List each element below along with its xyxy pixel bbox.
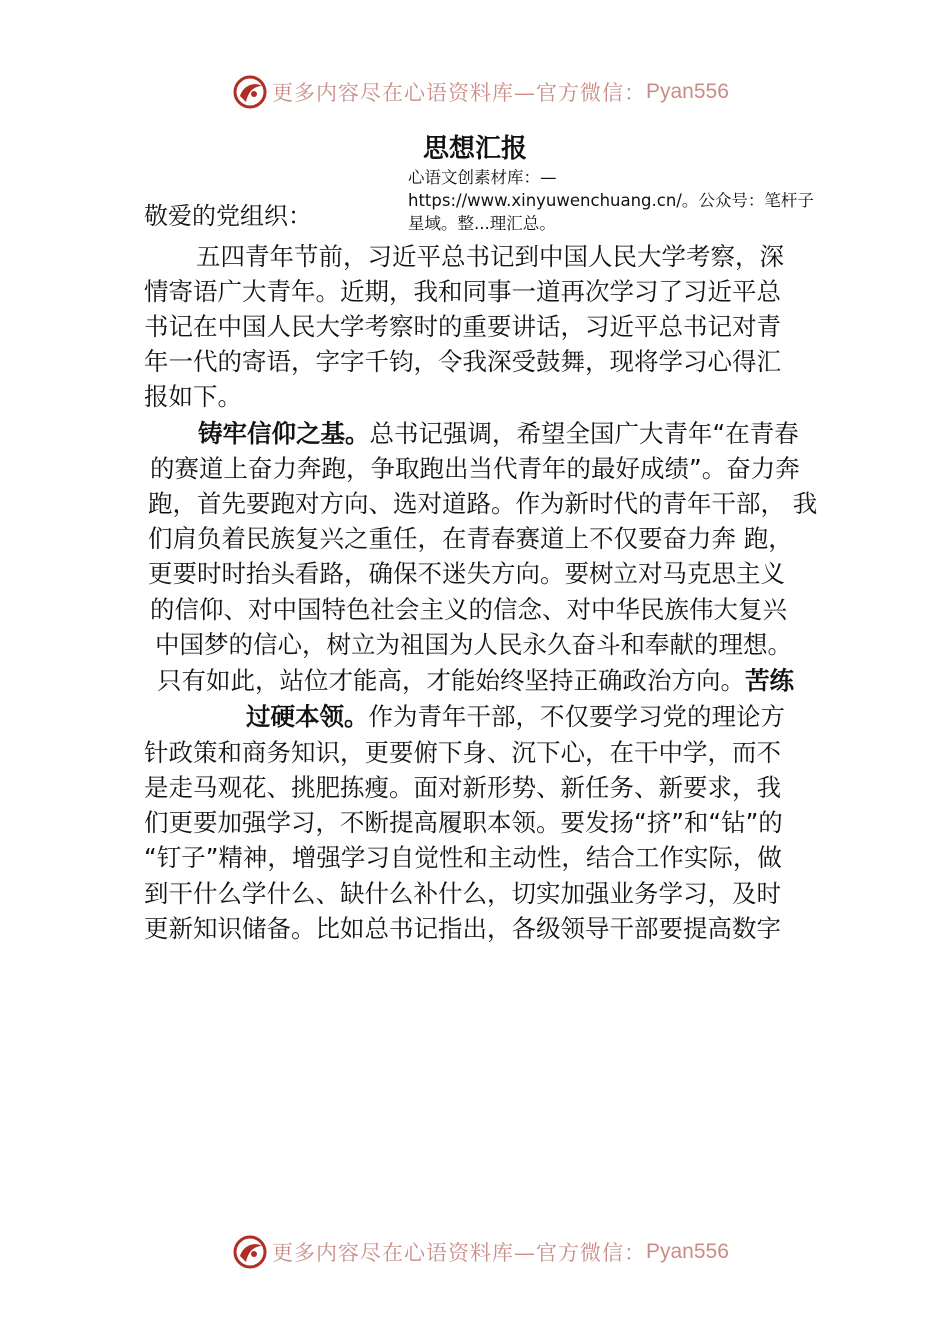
banner-wechat-id: Pyan556: [646, 1240, 729, 1263]
source-note: 心语文创素材库：—https://www.xinyuwenchuang.cn/。公众号：笔杆子星域。整...理汇总。: [408, 168, 814, 233]
watermark-banner-top: [232, 72, 729, 112]
brand-logo-icon: [232, 1234, 268, 1270]
body-line: [198, 417, 799, 451]
body-line: 情寄语广大青年。近期，我和同事一道再次学习了习近平总: [144, 277, 781, 306]
body-line: 更要时时抬头看路，确保不迷失方向。要树立对马克思主义: [148, 559, 785, 588]
body-line: 们更要加强学习，不断提高履职本领。要发扬“挤”和“钻”的: [144, 808, 783, 837]
body-line: 中国梦的信心，树立为祖国为人民永久奋斗和奉献的理想。: [155, 630, 792, 659]
body-line: 的信仰、对中国特色社会主义的信念、对中华民族伟大复兴: [150, 595, 787, 624]
watermark-banner-bottom: [232, 1232, 729, 1272]
banner-text: 更多内容尽在心语资料库—官方微信：: [272, 81, 646, 105]
body-line: 年一代的寄语，字字千钧，令我深受鼓舞，现将学习心得汇: [144, 347, 781, 376]
body-line-text: 作为青年干部，不仅要学习党的理论方: [368, 702, 785, 731]
body-line: 们肩负着民族复兴之重任，在青春赛道上不仅要奋力奔 跑，: [148, 524, 793, 553]
body-line: 书记在中国人民大学考察时的重要讲话，习近平总书记对青: [144, 312, 781, 341]
body-line-text: 总书记强调，希望全国广大青年“在青春: [369, 419, 799, 448]
salutation: 敬爱的党组织：: [144, 202, 312, 230]
body-line: “钉子”精神，增强学习自觉性和主动性，结合工作实际，做: [144, 843, 782, 872]
body-line: 五四青年节前，习近平总书记到中国人民大学考察，深: [196, 242, 784, 271]
section-heading: 铸牢信仰之基。: [198, 419, 370, 448]
body-line-text: 只有如此，站位才能高，才能始终坚持正确政治方向。: [157, 666, 745, 695]
body-line: [157, 664, 794, 698]
banner-text: 更多内容尽在心语资料库—官方微信：: [272, 1241, 646, 1265]
body-line: 是走马观花、挑肥拣瘦。面对新形势、新任务、新要求，我: [144, 773, 781, 802]
brand-logo-icon: [232, 74, 268, 110]
body-line: 报如下。: [144, 382, 242, 411]
section-heading: 过硬本领。: [246, 702, 369, 731]
body-line: 跑，首先要跑对方向、选对道路。作为新时代的青年干部， 我: [148, 489, 818, 518]
body-line: 针政策和商务知识，更要俯下身、沉下心，在干中学，而不: [144, 738, 781, 767]
body-line: 的赛道上奋力奔跑，争取跑出当代青年的最好成绩”。奋力奔: [150, 454, 800, 483]
body-line: 更新知识储备。比如总书记指出，各级领导干部要提高数字: [144, 914, 781, 943]
body-line: [246, 700, 785, 734]
section-heading: 苦练: [745, 666, 794, 695]
body-line: 到干什么学什么、缺什么补什么，切实加强业务学习，及时: [144, 879, 781, 908]
banner-wechat-id: Pyan556: [646, 80, 729, 103]
document-title: 思想汇报: [422, 134, 527, 164]
